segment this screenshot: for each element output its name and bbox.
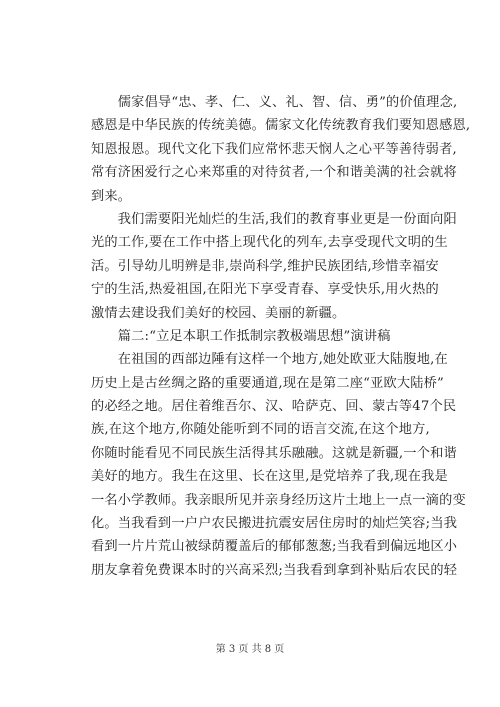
- text-line: 儒家倡导“忠、孝、仁、义、礼、智、信、勇”的价值理念,: [91, 95, 458, 110]
- text-line: 朋友拿着免费课本时的兴高采烈;当我看到拿到补贴后农民的轻: [91, 562, 458, 578]
- text-line: 化。当我看到一户户农民搬进抗震安居住房时的灿烂笑容;当我: [91, 516, 458, 532]
- text-line: 激情去建设我们美好的校园、美丽的新疆。: [91, 305, 346, 321]
- text-line: 宁的生活,热爱祖国,在阳光下享受青春、享受快乐,用火热的: [91, 282, 439, 298]
- text-line: 的必经之地。居住着维吾尔、汉、哈萨克、回、蒙古等47个民: [91, 399, 457, 415]
- text-line: 一名小学教师。我亲眼所见并亲身经历这片土地上一点一滴的变: [91, 492, 466, 508]
- text-line: 我们需要阳光灿烂的生活,我们的教育事业更是一份面向阳: [91, 211, 457, 227]
- text-line: 你随时能看见不同民族生活得其乐融融。这就是新疆,一个和谐: [91, 445, 457, 461]
- text-line: 活。引导幼儿明辨是非,崇尚科学,维护民族团结,珍惜幸福安: [91, 258, 439, 274]
- body-text: [91, 91, 471, 582]
- section-heading: 篇二:“立足本职工作抵制宗教极端思想”演讲稿: [91, 328, 391, 344]
- text-line: 到来。: [91, 188, 132, 204]
- text-line: 在祖国的西部边陲有这样一个地方,她处欧亚大陆腹地,在: [91, 352, 448, 368]
- text-line: 感恩是中华民族的传统美德。儒家文化传统教育我们要知恩感恩,: [91, 118, 471, 134]
- text-line: 知恩报恩。现代文化下我们应常怀悲天悯人之心平等善待弱者,: [91, 141, 457, 157]
- page-number-footer: 第 3 页 共 8 页: [215, 644, 285, 655]
- text-line: 看到一片片荒山被绿荫覆盖后的郁郁葱葱;当我看到偏远地区小: [91, 539, 458, 555]
- text-line: 光的工作,要在工作中搭上现代化的列车,去享受现代文明的生: [91, 235, 448, 251]
- text-line: 历史上是古丝绸之路的重要通道,现在是第二座“亚欧大陆桥”: [91, 375, 444, 391]
- text-line: 族,在这个地方,你随处能听到不同的语言交流,在这个地方,: [91, 422, 430, 438]
- text-line: 美好的地方。我生在这里、长在这里,是党培养了我,现在我是: [91, 469, 448, 485]
- text-line: 常有济困爱行之心来郑重的对待贫者,一个和谐美满的社会就将: [91, 165, 457, 181]
